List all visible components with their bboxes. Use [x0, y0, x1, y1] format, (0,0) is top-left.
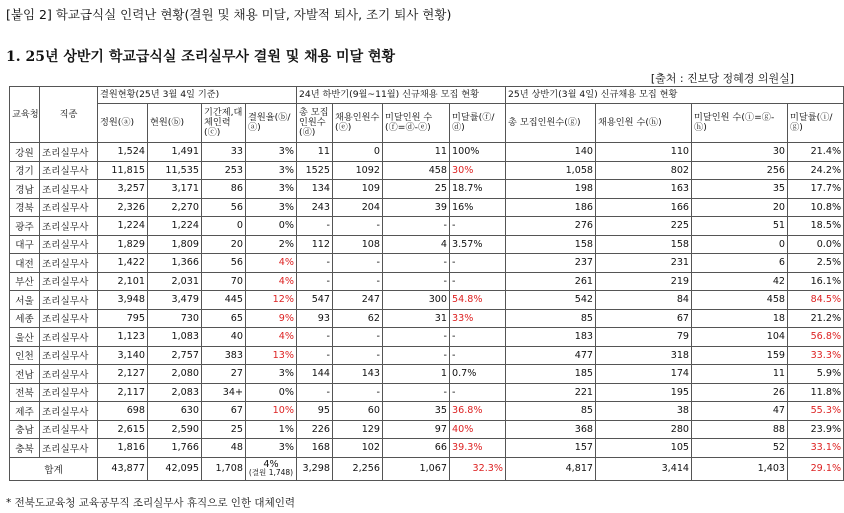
total-shortfall-rate-24: 32.3% [450, 457, 506, 480]
cell-current: 1,809 [148, 235, 202, 254]
header-shortfall-25: 미달인원 수(ⓘ=ⓖ-ⓗ) [692, 104, 788, 143]
cell-temporary: 86 [202, 180, 246, 199]
cell-hired-24: 102 [333, 439, 383, 458]
table-row [10, 161, 844, 180]
cell-current: 1,366 [148, 254, 202, 273]
cell-quota: 3,948 [98, 291, 148, 310]
cell-vacancy-rate: 4% [246, 272, 297, 291]
cell-vacancy-rate: 4% [246, 328, 297, 347]
total-recruit-24: 3,298 [297, 457, 333, 480]
cell-shortfall-24: 300 [383, 291, 450, 310]
total-recruit-25: 4,817 [506, 457, 596, 480]
cell-quota: 698 [98, 402, 148, 421]
table-row [10, 198, 844, 217]
cell-vacancy-rate: 2% [246, 235, 297, 254]
cell-hired-24: 204 [333, 198, 383, 217]
cell-recruit-25: 185 [506, 365, 596, 384]
cell-hired-24: - [333, 328, 383, 347]
cell-recruit-24: - [297, 383, 333, 402]
cell-recruit-25: 85 [506, 309, 596, 328]
cell-recruit-25: 157 [506, 439, 596, 458]
cell-office: 인천 [10, 346, 40, 365]
cell-shortfall-rate-24: 3.57% [450, 235, 506, 254]
cell-shortfall-rate-24: 33% [450, 309, 506, 328]
cell-quota: 2,615 [98, 420, 148, 439]
cell-shortfall-24: 1 [383, 365, 450, 384]
cell-job: 조리실무사 [40, 272, 98, 291]
table-row [10, 180, 844, 199]
cell-shortfall-rate-25: 21.4% [788, 143, 844, 162]
cell-current: 1,224 [148, 217, 202, 236]
cell-vacancy-rate: 3% [246, 143, 297, 162]
cell-shortfall-rate-24: - [450, 346, 506, 365]
cell-hired-25: 84 [596, 291, 692, 310]
cell-shortfall-25: 35 [692, 180, 788, 199]
cell-recruit-24: 226 [297, 420, 333, 439]
cell-hired-25: 318 [596, 346, 692, 365]
cell-shortfall-25: 458 [692, 291, 788, 310]
cell-hired-24: 0 [333, 143, 383, 162]
cell-hired-25: 79 [596, 328, 692, 347]
cell-hired-25: 158 [596, 235, 692, 254]
cell-temporary: 67 [202, 402, 246, 421]
cell-job: 조리실무사 [40, 383, 98, 402]
total-vacancy-rate-value: 4% [263, 459, 279, 470]
cell-temporary: 20 [202, 235, 246, 254]
cell-hired-25: 225 [596, 217, 692, 236]
cell-quota: 1,816 [98, 439, 148, 458]
cell-temporary: 27 [202, 365, 246, 384]
total-shortfall-25: 1,403 [692, 457, 788, 480]
cell-office: 광주 [10, 217, 40, 236]
cell-recruit-24: 547 [297, 291, 333, 310]
table-row [10, 383, 844, 402]
cell-shortfall-rate-24: 39.3% [450, 439, 506, 458]
cell-job: 조리실무사 [40, 309, 98, 328]
table-row [10, 309, 844, 328]
cell-shortfall-25: 47 [692, 402, 788, 421]
cell-shortfall-25: 11 [692, 365, 788, 384]
header-hired-25: 채용인원 수(ⓗ) [596, 104, 692, 143]
cell-temporary: 48 [202, 439, 246, 458]
cell-vacancy-rate: 4% [246, 254, 297, 273]
header-recruit-total-24: 총 모집인원수(ⓓ) [297, 104, 333, 143]
cell-current: 630 [148, 402, 202, 421]
cell-quota: 2,101 [98, 272, 148, 291]
table-row [10, 439, 844, 458]
cell-shortfall-rate-24: 36.8% [450, 402, 506, 421]
cell-recruit-25: 221 [506, 383, 596, 402]
cell-shortfall-rate-25: 5.9% [788, 365, 844, 384]
cell-vacancy-rate: 13% [246, 346, 297, 365]
cell-current: 1,766 [148, 439, 202, 458]
table-row [10, 420, 844, 439]
cell-hired-25: 219 [596, 272, 692, 291]
cell-job: 조리실무사 [40, 346, 98, 365]
cell-vacancy-rate: 3% [246, 439, 297, 458]
cell-shortfall-rate-24: - [450, 272, 506, 291]
cell-recruit-24: - [297, 254, 333, 273]
cell-recruit-25: 186 [506, 198, 596, 217]
cell-recruit-25: 276 [506, 217, 596, 236]
page-title: [붙임 2] 학교급식실 인력난 현황(결원 및 채용 미달, 자발적 퇴사, 조기 퇴사 현황) [6, 7, 452, 22]
cell-job: 조리실무사 [40, 291, 98, 310]
cell-shortfall-rate-25: 84.5% [788, 291, 844, 310]
cell-current: 2,031 [148, 272, 202, 291]
cell-recruit-25: 542 [506, 291, 596, 310]
cell-recruit-24: 134 [297, 180, 333, 199]
cell-shortfall-rate-24: 16% [450, 198, 506, 217]
cell-temporary: 445 [202, 291, 246, 310]
cell-current: 11,535 [148, 161, 202, 180]
cell-hired-25: 38 [596, 402, 692, 421]
cell-shortfall-rate-25: 0.0% [788, 235, 844, 254]
cell-shortfall-24: - [383, 383, 450, 402]
total-temporary: 1,708 [202, 457, 246, 480]
cell-temporary: 65 [202, 309, 246, 328]
cell-hired-25: 280 [596, 420, 692, 439]
cell-hired-24: 60 [333, 402, 383, 421]
cell-shortfall-rate-25: 17.7% [788, 180, 844, 199]
cell-hired-25: 110 [596, 143, 692, 162]
cell-shortfall-rate-24: - [450, 254, 506, 273]
cell-shortfall-25: 88 [692, 420, 788, 439]
cell-shortfall-rate-24: - [450, 217, 506, 236]
cell-office: 서울 [10, 291, 40, 310]
cell-shortfall-rate-24: 40% [450, 420, 506, 439]
cell-recruit-24: 95 [297, 402, 333, 421]
cell-shortfall-rate-24: 18.7% [450, 180, 506, 199]
cell-shortfall-25: 26 [692, 383, 788, 402]
cell-shortfall-24: - [383, 254, 450, 273]
table-row [10, 254, 844, 273]
cell-job: 조리실무사 [40, 198, 98, 217]
cell-temporary: 56 [202, 254, 246, 273]
section-title: 1. 25년 상반기 학교급식실 조리실무사 결원 및 채용 미달 현황 [6, 49, 396, 65]
cell-shortfall-25: 104 [692, 328, 788, 347]
cell-office: 경남 [10, 180, 40, 199]
cell-recruit-24: 168 [297, 439, 333, 458]
cell-office: 경기 [10, 161, 40, 180]
table-row [10, 402, 844, 421]
cell-recruit-24: - [297, 272, 333, 291]
cell-shortfall-rate-25: 18.5% [788, 217, 844, 236]
cell-office: 울산 [10, 328, 40, 347]
cell-shortfall-25: 52 [692, 439, 788, 458]
cell-shortfall-rate-25: 33.1% [788, 439, 844, 458]
cell-shortfall-24: 97 [383, 420, 450, 439]
cell-recruit-25: 85 [506, 402, 596, 421]
cell-shortfall-25: 0 [692, 235, 788, 254]
cell-recruit-25: 1,058 [506, 161, 596, 180]
cell-shortfall-rate-25: 56.8% [788, 328, 844, 347]
cell-current: 1,491 [148, 143, 202, 162]
cell-recruit-24: 243 [297, 198, 333, 217]
cell-vacancy-rate: 0% [246, 217, 297, 236]
table-row [10, 346, 844, 365]
cell-temporary: 0 [202, 217, 246, 236]
cell-shortfall-rate-24: 100% [450, 143, 506, 162]
cell-quota: 1,829 [98, 235, 148, 254]
source-note: [출처 : 진보당 정혜경 의원실] [650, 72, 794, 85]
cell-shortfall-rate-25: 16.1% [788, 272, 844, 291]
cell-current: 2,080 [148, 365, 202, 384]
cell-shortfall-24: 25 [383, 180, 450, 199]
total-shortfall-24: 1,067 [383, 457, 450, 480]
cell-office: 대전 [10, 254, 40, 273]
cell-office: 충북 [10, 439, 40, 458]
cell-hired-25: 174 [596, 365, 692, 384]
cell-hired-24: - [333, 272, 383, 291]
cell-recruit-25: 198 [506, 180, 596, 199]
cell-temporary: 383 [202, 346, 246, 365]
header-recruit-total-25: 총 모집인원수(ⓖ) [506, 104, 596, 143]
cell-recruit-24: - [297, 328, 333, 347]
cell-current: 2,590 [148, 420, 202, 439]
cell-hired-25: 166 [596, 198, 692, 217]
cell-quota: 11,815 [98, 161, 148, 180]
cell-quota: 2,117 [98, 383, 148, 402]
total-label: 합계 [10, 457, 98, 480]
cell-shortfall-rate-24: 30% [450, 161, 506, 180]
cell-quota: 1,524 [98, 143, 148, 162]
cell-shortfall-24: 11 [383, 143, 450, 162]
header-job: 직종 [40, 87, 98, 143]
cell-recruit-25: 158 [506, 235, 596, 254]
cell-shortfall-25: 30 [692, 143, 788, 162]
cell-shortfall-24: 66 [383, 439, 450, 458]
footnote: * 전북도교육청 교육공무직 조리실무사 휴직으로 인한 대체인력 [6, 497, 295, 509]
cell-shortfall-rate-25: 2.5% [788, 254, 844, 273]
header-shortfall-24: 미달인원 수(ⓕ=ⓓ-ⓔ) [383, 104, 450, 143]
cell-current: 3,171 [148, 180, 202, 199]
cell-recruit-25: 183 [506, 328, 596, 347]
cell-office: 대구 [10, 235, 40, 254]
table-row [10, 291, 844, 310]
cell-hired-25: 802 [596, 161, 692, 180]
table-body [10, 143, 844, 458]
cell-vacancy-rate: 3% [246, 180, 297, 199]
cell-job: 조리실무사 [40, 328, 98, 347]
cell-shortfall-rate-24: 0.7% [450, 365, 506, 384]
cell-job: 조리실무사 [40, 402, 98, 421]
table-row [10, 143, 844, 162]
cell-hired-24: 1092 [333, 161, 383, 180]
cell-shortfall-24: 4 [383, 235, 450, 254]
cell-shortfall-rate-25: 55.3% [788, 402, 844, 421]
cell-hired-25: 231 [596, 254, 692, 273]
cell-job: 조리실무사 [40, 143, 98, 162]
cell-shortfall-24: - [383, 272, 450, 291]
cell-quota: 1,224 [98, 217, 148, 236]
total-row [10, 457, 844, 480]
cell-recruit-25: 237 [506, 254, 596, 273]
cell-quota: 3,140 [98, 346, 148, 365]
header-vacancy-rate: 결원율(ⓑ/ⓐ) [246, 104, 297, 143]
header-quota: 정원(ⓐ) [98, 104, 148, 143]
cell-shortfall-24: 35 [383, 402, 450, 421]
cell-current: 2,757 [148, 346, 202, 365]
cell-temporary: 40 [202, 328, 246, 347]
total-vacancy-rate [246, 457, 297, 480]
cell-recruit-25: 261 [506, 272, 596, 291]
cell-shortfall-25: 18 [692, 309, 788, 328]
header-temporary: 기간제,대체인력(ⓒ) [202, 104, 246, 143]
cell-hired-24: - [333, 217, 383, 236]
cell-temporary: 25 [202, 420, 246, 439]
cell-quota: 1,123 [98, 328, 148, 347]
cell-shortfall-24: - [383, 346, 450, 365]
cell-recruit-24: 144 [297, 365, 333, 384]
cell-office: 제주 [10, 402, 40, 421]
cell-temporary: 33 [202, 143, 246, 162]
cell-current: 1,083 [148, 328, 202, 347]
header-current: 현원(ⓑ) [148, 104, 202, 143]
cell-hired-24: - [333, 254, 383, 273]
cell-shortfall-25: 6 [692, 254, 788, 273]
cell-quota: 2,326 [98, 198, 148, 217]
header-shortfall-rate-24: 미달률(ⓕ/ⓓ) [450, 104, 506, 143]
table-row [10, 235, 844, 254]
cell-shortfall-25: 51 [692, 217, 788, 236]
header-group-h1-2025: 25년 상반기(3월 4일) 신규채용 모집 현황 [506, 87, 844, 104]
cell-shortfall-24: 39 [383, 198, 450, 217]
cell-current: 2,270 [148, 198, 202, 217]
cell-office: 전북 [10, 383, 40, 402]
cell-vacancy-rate: 3% [246, 161, 297, 180]
cell-shortfall-rate-25: 10.8% [788, 198, 844, 217]
cell-office: 경북 [10, 198, 40, 217]
cell-office: 강원 [10, 143, 40, 162]
total-current: 42,095 [148, 457, 202, 480]
cell-current: 3,479 [148, 291, 202, 310]
cell-hired-24: - [333, 383, 383, 402]
cell-hired-24: 108 [333, 235, 383, 254]
total-shortfall-rate-25: 29.1% [788, 457, 844, 480]
cell-temporary: 70 [202, 272, 246, 291]
table-row [10, 272, 844, 291]
cell-shortfall-rate-25: 21.2% [788, 309, 844, 328]
vacancy-table [9, 86, 844, 481]
cell-shortfall-25: 42 [692, 272, 788, 291]
cell-shortfall-rate-25: 11.8% [788, 383, 844, 402]
header-shortfall-rate-25: 미달률(ⓘ/ⓖ) [788, 104, 844, 143]
cell-quota: 3,257 [98, 180, 148, 199]
cell-shortfall-24: - [383, 328, 450, 347]
cell-vacancy-rate: 9% [246, 309, 297, 328]
cell-recruit-24: 93 [297, 309, 333, 328]
cell-recruit-24: 112 [297, 235, 333, 254]
cell-hired-25: 67 [596, 309, 692, 328]
cell-hired-25: 163 [596, 180, 692, 199]
cell-office: 충남 [10, 420, 40, 439]
cell-office: 세종 [10, 309, 40, 328]
total-quota: 43,877 [98, 457, 148, 480]
total-vacancy-note: (결원 1,748) [248, 468, 294, 477]
cell-vacancy-rate: 3% [246, 365, 297, 384]
cell-recruit-24: 1525 [297, 161, 333, 180]
cell-hired-25: 195 [596, 383, 692, 402]
cell-quota: 2,127 [98, 365, 148, 384]
cell-shortfall-rate-24: - [450, 383, 506, 402]
cell-shortfall-24: 458 [383, 161, 450, 180]
cell-vacancy-rate: 10% [246, 402, 297, 421]
cell-job: 조리실무사 [40, 254, 98, 273]
cell-recruit-24: 11 [297, 143, 333, 162]
cell-vacancy-rate: 3% [246, 198, 297, 217]
cell-shortfall-rate-25: 23.9% [788, 420, 844, 439]
cell-quota: 795 [98, 309, 148, 328]
cell-shortfall-rate-24: - [450, 328, 506, 347]
cell-job: 조리실무사 [40, 439, 98, 458]
cell-quota: 1,422 [98, 254, 148, 273]
cell-recruit-24: - [297, 346, 333, 365]
table-row [10, 328, 844, 347]
cell-temporary: 56 [202, 198, 246, 217]
table-row [10, 217, 844, 236]
cell-hired-24: 129 [333, 420, 383, 439]
cell-hired-24: - [333, 346, 383, 365]
cell-shortfall-25: 20 [692, 198, 788, 217]
cell-hired-24: 143 [333, 365, 383, 384]
cell-shortfall-25: 159 [692, 346, 788, 365]
cell-shortfall-24: - [383, 217, 450, 236]
header-group-h2-2024: 24년 하반기(9월~11월) 신규채용 모집 현황 [297, 87, 506, 104]
cell-shortfall-rate-24: 54.8% [450, 291, 506, 310]
cell-hired-24: 247 [333, 291, 383, 310]
cell-job: 조리실무사 [40, 161, 98, 180]
cell-current: 730 [148, 309, 202, 328]
cell-recruit-25: 477 [506, 346, 596, 365]
cell-office: 부산 [10, 272, 40, 291]
cell-hired-25: 105 [596, 439, 692, 458]
cell-shortfall-25: 256 [692, 161, 788, 180]
cell-vacancy-rate: 0% [246, 383, 297, 402]
cell-job: 조리실무사 [40, 365, 98, 384]
cell-job: 조리실무사 [40, 235, 98, 254]
cell-recruit-24: - [297, 217, 333, 236]
cell-job: 조리실무사 [40, 217, 98, 236]
cell-hired-24: 109 [333, 180, 383, 199]
cell-temporary: 253 [202, 161, 246, 180]
cell-job: 조리실무사 [40, 180, 98, 199]
cell-shortfall-rate-25: 33.3% [788, 346, 844, 365]
cell-shortfall-24: 31 [383, 309, 450, 328]
cell-temporary: 34+ [202, 383, 246, 402]
cell-shortfall-rate-25: 24.2% [788, 161, 844, 180]
header-edu-office: 교육청 [10, 87, 40, 143]
header-group-vacancy: 결원현황(25년 3월 4일 기준) [98, 87, 297, 104]
cell-current: 2,083 [148, 383, 202, 402]
cell-job: 조리실무사 [40, 420, 98, 439]
header-hired-24: 채용인원수(ⓔ) [333, 104, 383, 143]
total-hired-25: 3,414 [596, 457, 692, 480]
cell-recruit-25: 368 [506, 420, 596, 439]
cell-hired-24: 62 [333, 309, 383, 328]
cell-recruit-25: 140 [506, 143, 596, 162]
total-hired-24: 2,256 [333, 457, 383, 480]
cell-office: 전남 [10, 365, 40, 384]
cell-vacancy-rate: 1% [246, 420, 297, 439]
table-row [10, 365, 844, 384]
cell-vacancy-rate: 12% [246, 291, 297, 310]
